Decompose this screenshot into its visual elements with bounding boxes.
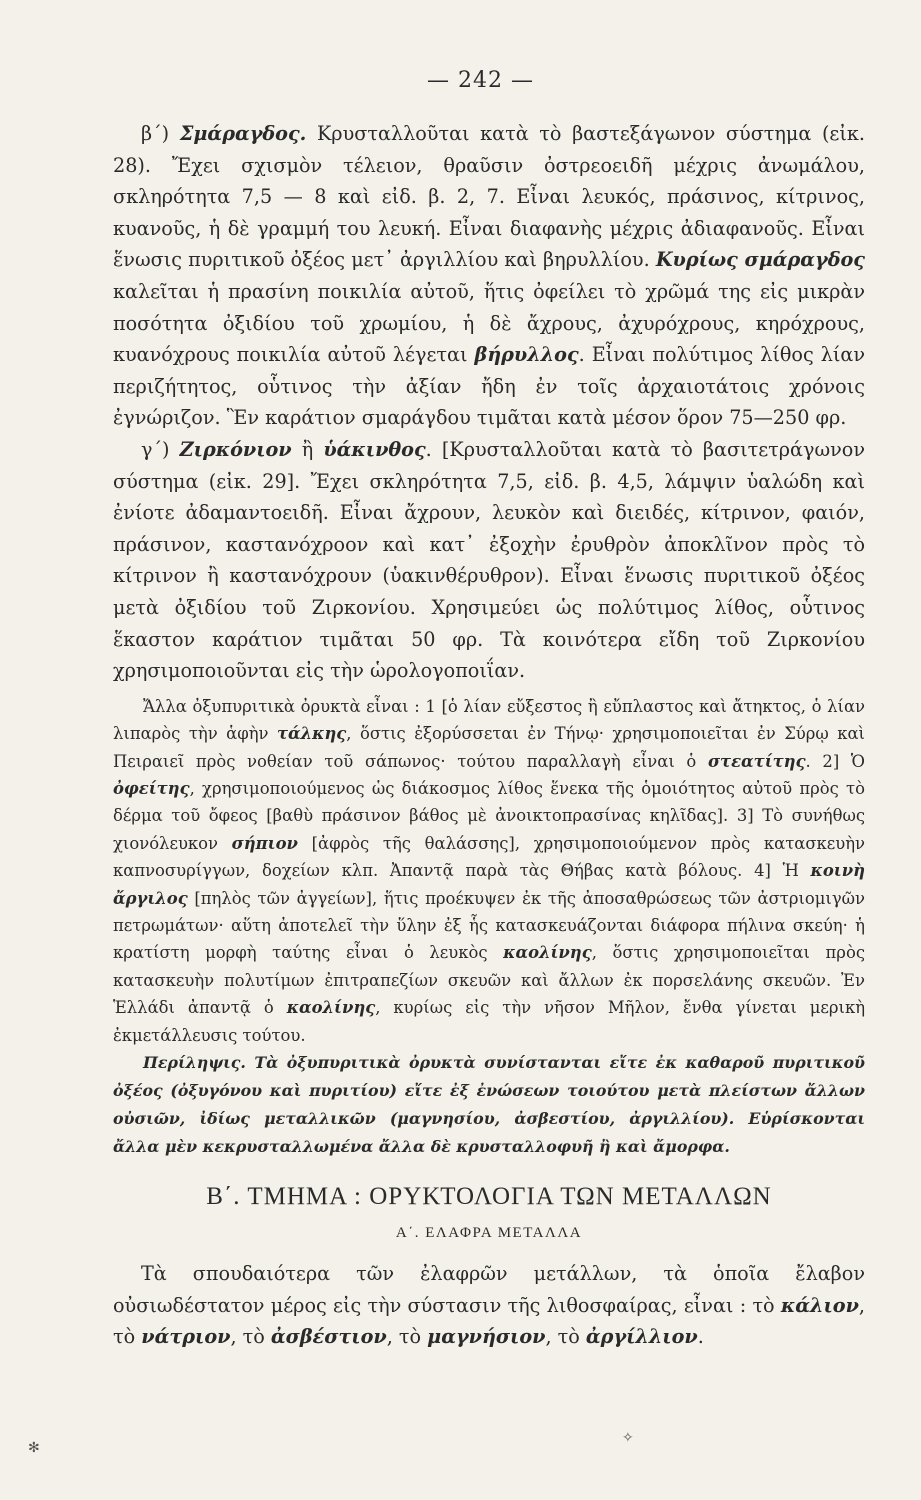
term-argillion: ἀργίλλιον — [585, 1325, 698, 1349]
term-natrion: νάτριον — [141, 1325, 231, 1349]
term-steatitis: στεατίτης — [707, 751, 806, 771]
term-kyrios-smaragdos: Κυρίως σμάραγδος — [655, 248, 865, 272]
ink-speck: ✻ — [28, 1440, 40, 1456]
section-title: Β΄. ΤΜΗΜΑ : ΟΡΥΚΤΟΛΟΓΙΑ ΤΩΝ ΜΕΤΑΛΛΩΝ — [206, 1182, 772, 1210]
term-berylos: βήρυλλος — [474, 343, 579, 367]
page-number: — 242 — — [427, 68, 534, 93]
paragraph-text: Τὰ σπουδαιότερα τῶν ἐλαφρῶν μετάλλων, τὰ ὁποῖα ἔλαβον οὐσιωδέστατον μέρος εἰς τὴν σύστασιν τῆς λιθοσφαίρας, εἶναι : τὸ — [113, 1261, 865, 1317]
item-label: β΄) — [141, 122, 170, 145]
term-kaolinis: καολίνης — [503, 943, 592, 963]
term-talkis: τάλκης — [276, 724, 347, 744]
term-koini-argilos: κοινὴ ἄργιλος — [113, 861, 865, 908]
term-magnision: μαγνήσιον — [427, 1325, 546, 1349]
page-body — [113, 118, 865, 1353]
term-kaolinis: καολίνης — [286, 998, 376, 1018]
paragraph-text: , ὅστις χρησιμοποιεῖται πρὸς κατασκευὴν πολυτίμων ἐπιτραπεζίων σκευῶν καὶ ἄλλων ἐκ πορσελάνης σκευῶν. Ἐν Ἑλλάδι ἀπαντᾷ ὁ — [113, 943, 865, 1018]
paragraph-smaragdos — [113, 118, 865, 434]
term-ofeitis: ὀφείτης — [113, 778, 190, 798]
paragraph-text: , ὅστις ἐξορύσσεται ἐν Τήνῳ· χρησιμοποιεῖται ἐν Σύρῳ καὶ Πειραιεῖ πρὸς νοθείαν τοῦ σάπωνος· τούτου παραλλαγὴ εἶναι ὁ — [113, 724, 865, 771]
term-zirkonion: Ζιρκόνιον — [179, 437, 292, 461]
paragraph-text: . 2] Ὁ — [805, 751, 866, 771]
paragraph-text: Ἄλλα ὀξυπυριτικὰ ὀρυκτὰ εἶναι : 1 [ὁ λίαν εὔξεστος ἢ εὔπλαστος καὶ ἄτηκτος, ὁ λίαν λιπαρὸς τὴν ἁφὴν — [113, 696, 865, 744]
term-yakinthos: ὑάκινθος — [323, 437, 426, 461]
paragraph-text: , τὸ — [545, 1325, 586, 1349]
paragraph-text: ἢ — [291, 437, 324, 461]
summary-label: Περίληψις. — [143, 1052, 246, 1072]
summary-text: Τὰ ὀξυπυριτικὰ ὀρυκτὰ συνίστανται εἴτε ἐκ καθαροῦ πυριτικοῦ ὀξέος (ὀξυγόνου καὶ πυριτίου) εἴτε ἐξ ἐνώσεων τοιούτου μετὰ πλείστων ἄλλων οὐσιῶν, ἰδίως μεταλλικῶν (μαγνησίου, ἀσβεστίου, ἀργιλλίου). Εὑρίσκονται ἄλλα μὲν κεκρυσταλλωμένα ἄλλα δὲ κρυσταλλοφυῆ ἢ καὶ ἄμορφα. — [113, 1052, 865, 1156]
paragraph-text: , χρησιμοποιούμενος ὡς διάκοσμος λίθος ἕνεκα τῆς ὁμοιότητος αὐτοῦ πρὸς τὸ δέρμα τοῦ ὄφεος [βαθὺ πράσινον βάθος μὲ ἀνοικτοπρασίνας κηλῖδας]. 3] Τὸ συνήθως χιονόλευκον — [113, 778, 865, 853]
paragraph-zirkonion — [113, 434, 865, 687]
paragraph-text: Κρυσταλλοῦται κατὰ τὸ βαστεξάγωνον σύστημα (εἰκ. 28). Ἔχει σχισμὸν τέλειον, θραῦσιν ὀστρεοειδῆ μέχρις ἀνωμάλου, σκληρότητα 7,5 — 8 καὶ εἰδ. β. 2, 7. Εἶναι λευκός, πράσινος, κίτρινος, κυανοῦς, ἡ δὲ γραμμή του λευκή. Εἶναι διαφανὴς μέχρις ἀδιαφανοῦς. Εἶναι ἕνωσις πυριτικοῦ ὀξέος μετ᾿ ἀργιλλίου καὶ βηρυλλίου. — [113, 122, 865, 272]
paragraph-text: . — [697, 1325, 704, 1349]
paragraph-text: . [Κρυσταλλοῦται κατὰ τὸ βασιτετράγωνον σύστημα (εἰκ. 29]. Ἔχει σκληρότητα 7,5, εἰδ. β. 4,5, λάμψιν ὑαλώδη καὶ ἐνίοτε ἀδαμαντοειδῆ. Εἶναι ἄχρουν, λευκὸν καὶ διειδές, κίτρινον, φαιόν, πράσινον, καστανόχροον καὶ κατ᾿ ἐξοχὴν ἐρυθρὸν ἀποκλῖνον πρὸς τὸ κίτρινον ἢ καστανόχρουν (ὑακινθέρυθρον). Εἶναι ἕνωσις πυριτικοῦ ὀξέος μετὰ ὀξιδίου τοῦ Ζιρκονίου. Χρησιμεύει ὡς πολύτιμος λίθος, οὗτινος ἕκαστον καράτιον τιμᾶται 50 φρ. Τὰ κοινότερα εἴδη τοῦ Ζιρκονίου χρησιμοποιοῦνται εἰς τὴν ὡρολογοποιΐαν. — [113, 437, 865, 683]
paragraph-other-minerals — [113, 693, 865, 1049]
paragraph-text: , τὸ — [113, 1293, 865, 1349]
paragraph-light-metals — [113, 1258, 865, 1353]
summary-paragraph — [113, 1049, 865, 1161]
paragraph-text: , κυρίως εἰς τὴν νῆσον Μῆλον, ἔνθα γίνεται μερικὴ ἐκμετάλλευσις τούτου. — [113, 998, 866, 1045]
paragraph-text: . Εἶναι πολύτιμος λίθος λίαν περιζήτητος, οὗτινος τὴν ἀξίαν ἤδη ἐν τοῖς ἀρχαιοτάτοις χρόνοις ἐγνώριζον. Ἓν καράτιον σμαράγδου τιμᾶται κατὰ μέσον ὅρον 75—250 φρ. — [113, 343, 865, 430]
paragraph-text: , τὸ — [230, 1325, 271, 1349]
term-sipion: σήπιον — [231, 833, 298, 853]
term-smaragdos: Σμάραγδος. — [179, 122, 307, 145]
paragraph-text: , τὸ — [386, 1325, 428, 1349]
subsection-title: Α΄. ΕΛΑΦΡΑ ΜΕΤΑΛΛΑ — [395, 1224, 583, 1241]
term-asvestion: ἀσβέστιον — [270, 1325, 387, 1349]
paragraph-text: [πηλὸς τῶν ἀγγείων], ἥτις προέκυψεν ἐκ τῆς ἀποσαθρώσεως τῶν ἀστριομιγῶν πετρωμάτων· αὕτη ἀποτελεῖ τὴν ὕλην ἐξ ἧς κατασκευάζονται διάφορα πήλινα σκεύη· ἡ κρατίστη μορφὴ ταύτης εἶναι ὁ λευκὸς — [113, 888, 865, 963]
item-label: γ΄) — [141, 437, 170, 461]
paragraph-text: καλεῖται ἡ πρασίνη ποικιλία αὐτοῦ, ἥτις ὀφείλει τὸ χρῶμά της εἰς μικρὰν ποσότητα ὀξιδίου τοῦ χρωμίου, ἡ δὲ ἄχρους, ἀχυρόχρους, κηρόχρους, κυανόχρους ποικιλία αὐτοῦ λέγεται — [113, 279, 865, 367]
paragraph-text: [ἀφρὸς τῆς θαλάσσης], χρησιμοποιούμενον πρὸς κατασκευὴν καπνοσυρίγγων, δοχείων κλπ. Ἀπαντᾷ παρὰ τὰς Θήβας κατὰ βόλους. 4] Ἡ — [113, 833, 865, 881]
term-kalion: κάλιον — [780, 1293, 859, 1317]
ink-speck: ✧ — [622, 1430, 634, 1446]
